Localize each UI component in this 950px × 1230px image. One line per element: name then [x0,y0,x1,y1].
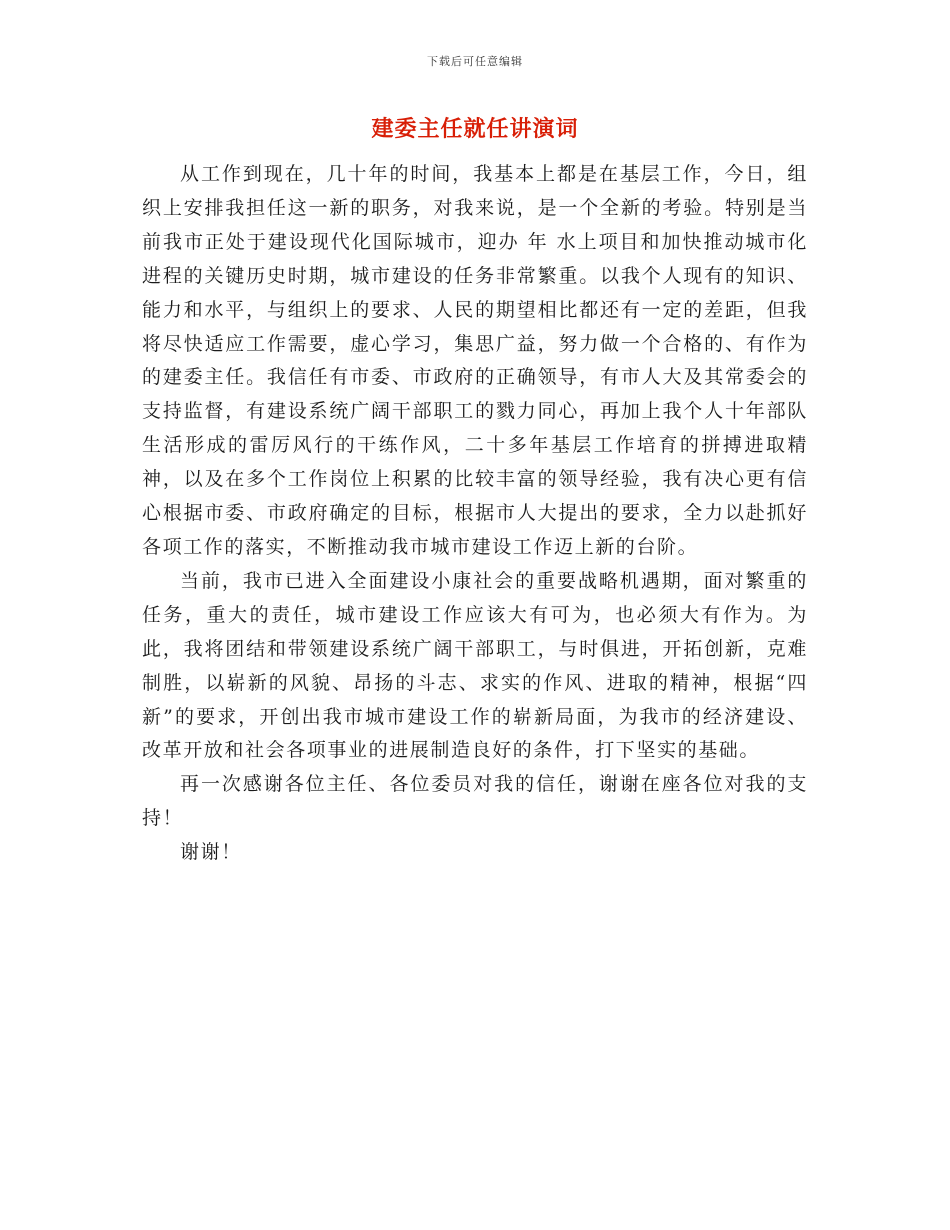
paragraph-2: 当前，我市已进入全面建设小康社会的重要战略机遇期，面对繁重的任务，重大的责任，城市建设工作应该大有可为，也必须大有作为。为此，我将团结和带领建设系统广阔干部职工，与时俱进，开拓创新，克难制胜，以崭新的风貌、昂扬的斗志、求实的作风、进取的精神，根据“四新”的要求，开创出我市城市建设工作的崭新局面，为我市的经济建设、改革开放和社会各项事业的进展制造良好的条件，打下坚实的基础。 [142,569,808,762]
paragraph-4: 谢谢！ [180,841,242,864]
document-title: 建委主任就任讲演词 [371,116,579,142]
header-note: 下载后可任意编辑 [427,55,523,68]
document-body [142,158,808,870]
paragraph-3: 再一次感谢各位主任、各位委员对我的信任，谢谢在座各位对我的支持！ [142,773,808,830]
paragraph-1: 从工作到现在，几十年的时间，我基本上都是在基层工作，今日，组织上安排我担任这一新的职务，对我来说，是一个全新的考验。特别是当前我市正处于建设现代化国际城市，迎办 年 水上项目和加快推动城市化进程的关键历史时期，城市建设的任务非常繁重。以我个人现有的知识、能力和水平，与组织上的要求、人民的期望相比都还有一定的差距，但我将尽快适应工作需要，虚心学习，集思广益，努力做一个合格的、有作为的建委主任。我信任有市委、市政府的正确领导，有市人大及其常委会的支持监督，有建设系统广阔干部职工的戮力同心，再加上我个人十年部队生活形成的雷厉风行的干练作风，二十多年基层工作培育的拼搏进取精神，以及在多个工作岗位上积累的比较丰富的领导经验，我有决心更有信心根据市委、市政府确定的目标，根据市人大提出的要求，全力以赴抓好各项工作的落实，不断推动我市城市建设工作迈上新的台阶。 [142,163,808,558]
